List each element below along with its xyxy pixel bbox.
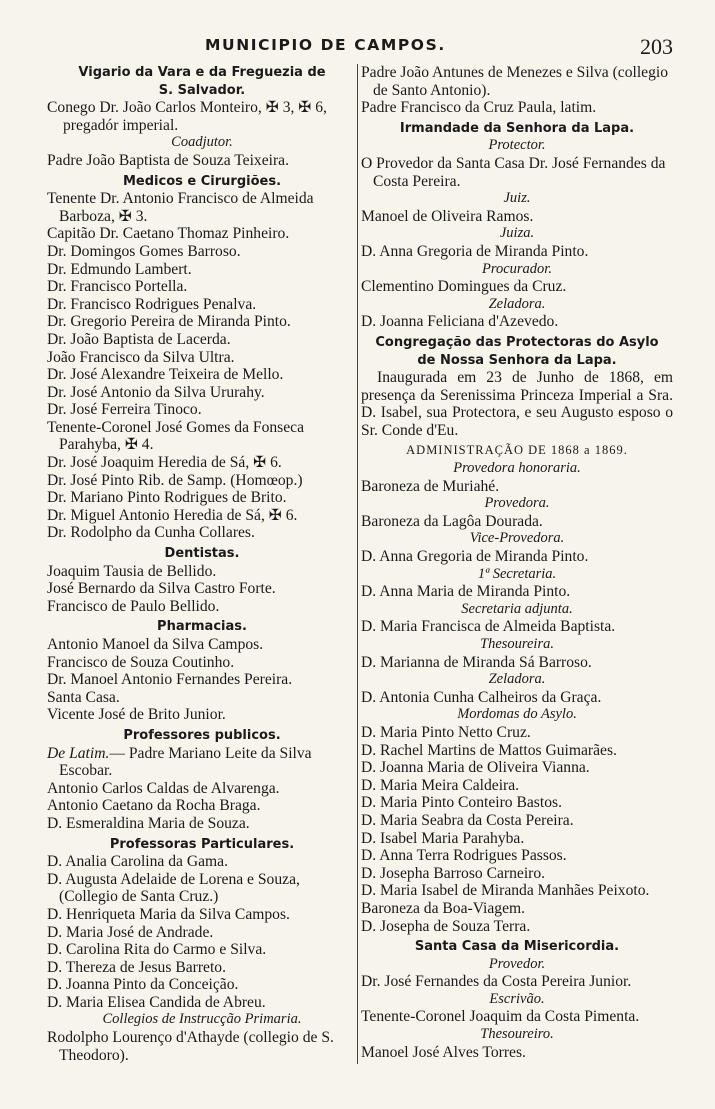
list-item: Tenente Dr. Antonio Francisco de Almeida Barboza, ✠ 3. <box>47 190 314 225</box>
office-title: Provedor. <box>488 955 546 972</box>
administracao-label: ADMINISTRAÇÃO DE 1868 a 1869. <box>406 443 628 458</box>
office-title: Thesoureira. <box>480 636 554 652</box>
list-item: D. Josepha Barroso Carneiro. <box>361 864 546 882</box>
list-item: Joaquim Tausia de Bellido. <box>47 562 217 580</box>
list-item: D. Maria Pinto Conteiro Bastos. <box>361 794 562 812</box>
office-holder: Dr. José Fernandes da Costa Pereira Junior. <box>361 973 632 991</box>
office-title: Juiz. <box>503 190 531 207</box>
office-title: 1ª Secretaria. <box>477 565 557 582</box>
list-item: D. Isabel Maria Parahyba. <box>361 829 525 847</box>
column-divider <box>357 64 358 1064</box>
office-holder: Clementino Domingues da Cruz. <box>361 278 567 296</box>
list-item: Dr. José Ferreira Tinoco. <box>47 401 202 419</box>
list-item: Baroneza da Boa-Viagem. <box>361 899 526 917</box>
asylo-heading-line2: de Nossa Senhora da Lapa. <box>417 352 617 368</box>
list-item: Dr. João Baptista de Lacerda. <box>47 330 231 348</box>
left-column <box>47 64 357 1064</box>
list-item: Padre João Antunes de Menezes e Silva (collegio de Santo Antonio). <box>361 64 669 99</box>
list-item: Vicente José de Brito Junior. <box>47 706 226 724</box>
list-item: Dr. José Joaquim Heredia de Sá, ✠ 6. <box>47 454 282 472</box>
vigario-heading: Vigario da Vara e da Freguezia de <box>78 65 326 80</box>
office-title: Escrivão. <box>489 990 545 1007</box>
right-column <box>361 64 673 1061</box>
list-item: D. Carolina Rita do Carmo e Silva. <box>47 941 267 959</box>
coadjutor-title: Coadjutor. <box>171 134 233 151</box>
latim-entry <box>47 745 357 780</box>
list-item: Dr. Rodolpho da Cunha Collares. <box>47 524 255 542</box>
list-item: D. Maria Seabra da Costa Pereira. <box>361 811 574 829</box>
list-item: D. Esmeraldina Maria de Souza. <box>47 814 250 832</box>
list-item: Francisco de Souza Coutinho. <box>47 653 235 671</box>
list-item: D. Analia Carolina da Gama. <box>47 853 229 871</box>
office-holder: Tenente-Coronel Joaquim da Costa Pimenta. <box>361 1008 640 1026</box>
office-title: Secretaria adjunta. <box>461 600 573 617</box>
list-item: João Francisco da Silva Ultra. <box>47 348 235 366</box>
professoras-particulares-heading: Professoras Particulares. <box>109 836 295 852</box>
list-item: José Bernardo da Silva Castro Forte. <box>47 580 276 598</box>
office-holder: D. Maria Francisca de Almeida Baptista. <box>361 618 616 636</box>
list-item: D. Maria Pinto Netto Cruz. <box>361 723 531 741</box>
office-holder: D. Antonia Cunha Calheiros da Graça. <box>361 688 602 706</box>
office-holder: D. Anna Gregoria de Miranda Pinto. <box>361 242 589 260</box>
office-title: Protector. <box>488 137 546 154</box>
conego-entry-line2: pregadór imperial. <box>63 116 179 134</box>
list-item: Dr. Mariano Pinto Rodrigues de Brito. <box>47 489 287 507</box>
pharmacias-heading: Pharmacias. <box>157 619 247 635</box>
coadjutor-entry: Padre João Baptista de Souza Teixeira. <box>47 151 289 169</box>
list-item: D. Henriqueta Maria da Silva Campos. <box>47 905 290 923</box>
list-item: D. Maria Meira Caldeira. <box>361 776 520 794</box>
list-item: Dr. Manoel Antonio Fernandes Pereira. <box>47 671 293 689</box>
office-title: Juiza. <box>499 225 535 242</box>
list-item: Tenente-Coronel José Gomes da Fonseca Parahyba, ✠ 4. <box>47 418 304 454</box>
list-item: Antonio Manoel da Silva Campos. <box>47 636 264 653</box>
office-title: Zeladora. <box>488 295 546 312</box>
list-item: D. Joanna Pinto da Conceição. <box>47 976 239 994</box>
list-item: Antonio Carlos Caldas de Alvarenga. <box>47 779 280 797</box>
list-item: Dr. José Pinto Rib. de Samp. (Homœop.) <box>47 471 303 489</box>
list-item: Dr. Miguel Antonio Heredia de Sá, ✠ 6. <box>47 506 298 524</box>
office-holder: Manoel de Oliveira Ramos. <box>361 207 534 225</box>
office-holder: D. Marianna de Miranda Sá Barroso. <box>361 653 592 671</box>
list-item: D. Maria José de Andrade. <box>47 923 214 941</box>
list-item: Dr. José Alexandre Teixeira de Mello. <box>47 366 284 384</box>
list-item: Dr. Francisco Rodrigues Penalva. <box>47 295 257 313</box>
list-item: D. Augusta Adelaide de Lorena e Souza, (Collegio de Santa Cruz.) <box>47 870 300 906</box>
list-item: Dr. Domingos Gomes Barroso. <box>47 242 241 260</box>
office-holder: Baroneza da Lagôa Dourada. <box>361 512 543 530</box>
list-item: Dr. Gregorio Pereira de Miranda Pinto. <box>47 313 291 331</box>
office-title: Vice-Provedora. <box>469 530 565 547</box>
latim-label: De Latim. <box>47 744 110 762</box>
list-item: D. Joanna Maria de Oliveira Vianna. <box>361 759 590 777</box>
list-item: D. Maria Elisea Candida de Abreu. <box>47 993 266 1011</box>
list-item: Dr. Francisco Portella. <box>47 278 188 296</box>
office-holder: O Provedor da Santa Casa Dr. José Fernandes da Costa Pereira. <box>361 154 666 190</box>
list-item: D. Anna Terra Rodrigues Passos. <box>361 847 567 865</box>
office-title: Provedora honoraria. <box>453 460 581 477</box>
office-holder: D. Anna Maria de Miranda Pinto. <box>361 583 571 601</box>
vigario-heading-line2: S. Salvador. <box>158 82 246 98</box>
mordomas-title: Mordomas do Asylo. <box>457 706 577 723</box>
page-number: 203 <box>640 34 673 59</box>
conego-entry: Conego Dr. João Carlos Monteiro, ✠ 3, ✠ 6, <box>47 99 327 117</box>
office-title: Zeladora. <box>488 671 546 688</box>
office-holder: D. Anna Gregoria de Miranda Pinto. <box>361 548 589 566</box>
office-title: Thesoureiro. <box>480 1026 554 1043</box>
collegios-title: Collegios de Instrucção Primaria. <box>102 1011 302 1028</box>
asylo-paragraph: Inaugurada em 23 de Junho de 1868, em presença da Serenissima Princeza Imperial a Sra. D. Isabel, sua Protectora, e seu Augusto esposo o Sr. Conde d'Eu. <box>361 369 673 439</box>
list-item: D. Maria Isabel de Miranda Manhães Peixoto. <box>361 882 650 900</box>
list-item: D. Rachel Martins de Mattos Guimarães. <box>361 741 617 759</box>
list-item: D. Thereza de Jesus Barreto. <box>47 958 226 976</box>
list-item: Dr. José Antonio da Silva Ururahy. <box>47 383 265 401</box>
list-item: Capitão Dr. Caetano Thomaz Pinheiro. <box>47 225 290 243</box>
professores-publicos-heading: Professores publicos. <box>123 727 281 743</box>
office-holder: Manoel José Alves Torres. <box>361 1043 526 1061</box>
office-title: Procurador. <box>482 260 552 277</box>
office-holder: D. Joanna Feliciana d'Azevedo. <box>361 313 559 331</box>
asylo-heading: Congregação das Protectoras do Asylo <box>375 334 659 350</box>
dentistas-heading: Dentistas. <box>164 546 240 562</box>
office-title: Provedora. <box>484 495 550 512</box>
running-title: MUNICIPIO DE CAMPOS. <box>205 36 446 54</box>
office-holder: Baroneza de Muriahé. <box>361 477 500 495</box>
medicos-heading: Medicos e Cirurgiões. <box>122 173 282 189</box>
collegios-entry: Rodolpho Lourenço d'Athayde (collegio de S. Theodoro). <box>47 1029 334 1064</box>
list-item: Padre Francisco da Cruz Paula, latim. <box>361 99 597 117</box>
lapa-heading: Irmandade da Senhora da Lapa. <box>399 120 635 136</box>
list-item: Dr. Edmundo Lambert. <box>47 260 192 278</box>
list-item: Antonio Caetano da Rocha Braga. <box>47 797 261 815</box>
list-item: D. Josepha de Souza Terra. <box>361 917 531 935</box>
latim-text: — Padre Mariano Leite da Silva Escobar. <box>59 744 312 780</box>
misericordia-heading: Santa Casa da Misericordia. <box>414 939 620 955</box>
list-item: Francisco de Paulo Bellido. <box>47 597 220 615</box>
list-item: Santa Casa. <box>47 688 120 706</box>
